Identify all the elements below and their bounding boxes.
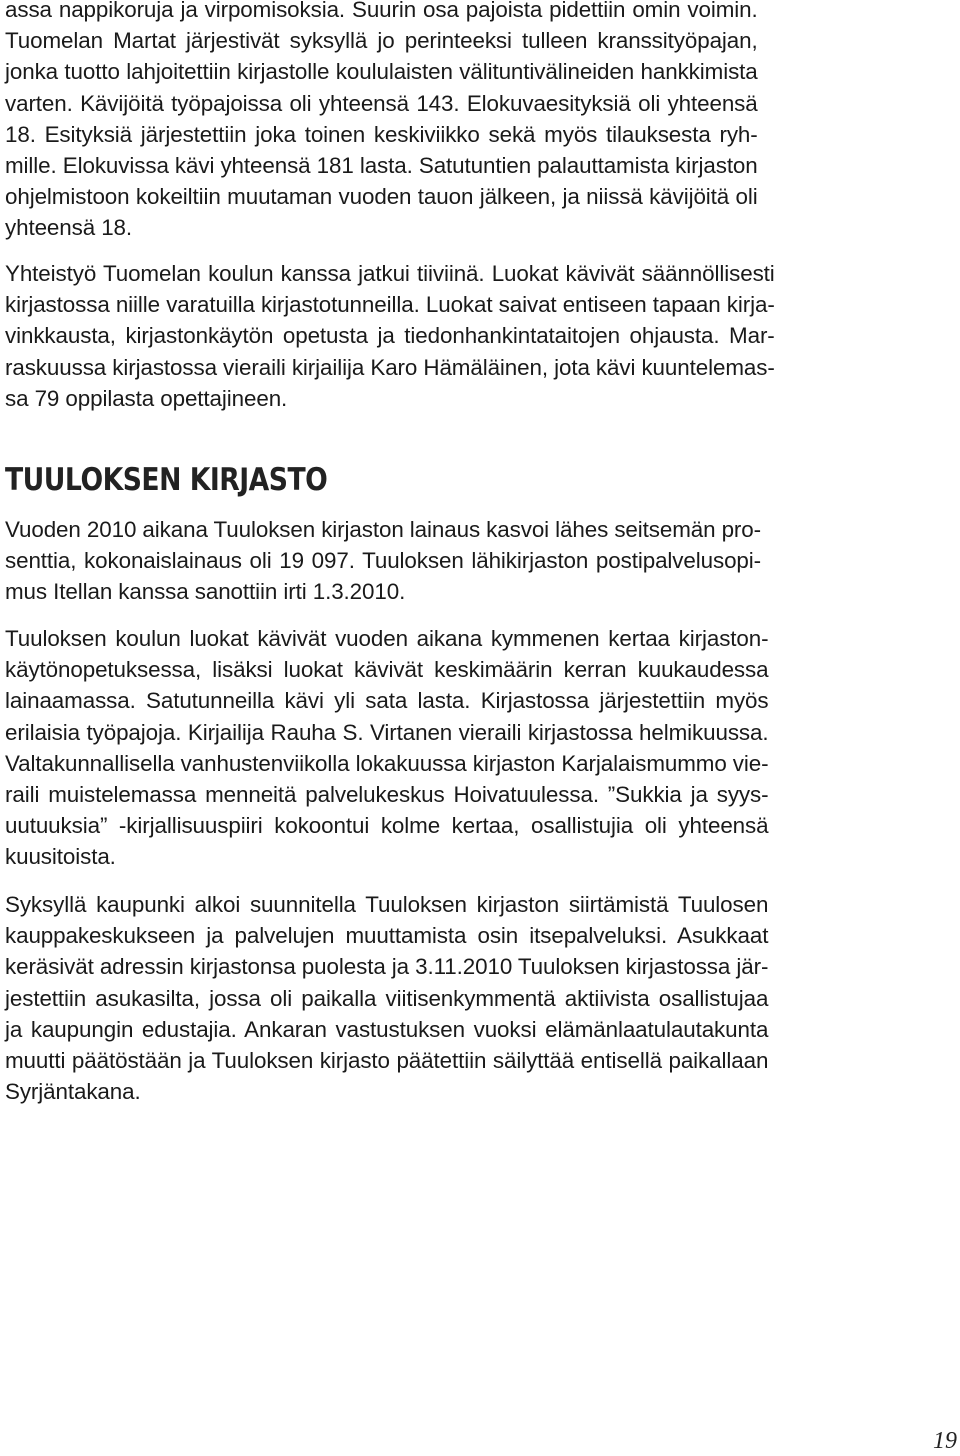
text-line: muutti päätöstään ja Tuuloksen kirjasto päätettiin säilyttää entisellä paikallaan bbox=[5, 1047, 769, 1073]
text-line: lainaamassa. Satutunneilla kävi yli sata lasta. Kirjastossa järjestettiin myös bbox=[5, 688, 769, 714]
text-line: kauppakeskukseen ja palvelujen muuttamista osin itsepalveluksi. Asukkaat bbox=[5, 923, 769, 949]
text-line: sa 79 oppilasta opettajineen. bbox=[5, 385, 288, 411]
text-line: Vuoden 2010 aikana Tuuloksen kirjaston lainaus kasvoi lähes seitsemän pro- bbox=[5, 517, 762, 542]
text-line: Syrjäntakana. bbox=[5, 1079, 141, 1105]
paragraph-school-visits-and-events bbox=[5, 623, 768, 873]
text-line: jonka tuotto lahjoitettiin kirjastolle koululaisten välituntivälineiden hankkimista bbox=[5, 59, 758, 85]
text-line: raskuussa kirjastossa vieraili kirjailija Karo Hämäläinen, jota kävi kuuntelemas- bbox=[5, 354, 775, 380]
text-line: kirjastossa niille varatuilla kirjastotunneilla. Luokat saivat entiseen tapaan kirja- bbox=[5, 292, 775, 318]
text-line: raili muistelemassa menneitä palvelukeskus Hoivatuulessa. ”Sukkia ja syys- bbox=[5, 781, 769, 807]
text-line: Tuomelan Martat järjestivät syksyllä jo perinteeksi tulleen kranssityöpajan, bbox=[5, 28, 758, 54]
text-line: vinkkausta, kirjastonkäytön opetusta ja tiedonhankintataitojen ohjausta. Mar- bbox=[5, 323, 775, 349]
text-line: yhteensä 18. bbox=[5, 215, 133, 241]
section-heading: TUULOKSEN KIRJASTO bbox=[5, 462, 328, 498]
text-line: Syksyllä kaupunki alkoi suunnitella Tuuloksen kirjaston siirtämistä Tuulosen bbox=[5, 892, 769, 917]
text-line: varten. Kävijöitä työpajoissa oli yhteensä 143. Elokuvaesityksiä oli yhteensä bbox=[5, 90, 758, 116]
text-line: Tuuloksen koulun luokat kävivät vuoden aikana kymmenen kertaa kirjaston- bbox=[5, 626, 769, 651]
text-line: Valtakunnallisella vanhustenviikolla lokakuussa kirjaston Karjalaismummo vie- bbox=[5, 750, 769, 776]
text-line: käytönopetuksessa, lisäksi luokat kävivät keskimäärin kerran kuukaudessa bbox=[5, 657, 769, 683]
paragraph-school-cooperation bbox=[5, 258, 775, 414]
text-line: mille. Elokuvissa kävi yhteensä 181 lasta. Satutuntien palauttamista kirjaston bbox=[5, 152, 758, 178]
text-line: keräsivät adressin kirjastonsa puolesta ja 3.11.2010 Tuuloksen kirjastossa jär- bbox=[5, 954, 769, 980]
page-number: 19 bbox=[933, 1428, 957, 1454]
text-line: assa nappikoruja ja virpomisoksia. Suurin osa pajoista pidettiin omin voimin. bbox=[5, 0, 758, 22]
text-line: jestettiin asukasilta, jossa oli paikalla viitisenkymmentä aktiivista osallistujaa bbox=[5, 985, 769, 1011]
text-line: mus Itellan kanssa sanottiin irti 1.3.2010. bbox=[5, 579, 406, 605]
text-line: senttia, kokonaislainaus oli 19 097. Tuuloksen lähikirjaston postipalvelusopi- bbox=[5, 548, 762, 574]
text-line: 18. Esityksiä järjestettiin joka toinen keskiviikko sekä myös tilauksesta ryh- bbox=[5, 121, 758, 147]
text-line: erilaisia työpajoja. Kirjailija Rauha S. Virtanen vieraili kirjastossa helmikuussa. bbox=[5, 719, 769, 745]
text-line: Yhteistyö Tuomelan koulun kanssa jatkui tiiviinä. Luokat kävivät säännöllisesti bbox=[5, 261, 775, 286]
text-line: ja kaupungin edustajia. Ankaran vastustuksen vuoksi elämänlaatulautakunta bbox=[5, 1016, 769, 1042]
paragraph-lending-statistics bbox=[5, 514, 761, 608]
paragraph-relocation-plans bbox=[5, 889, 768, 1107]
text-line: kuusitoista. bbox=[5, 844, 116, 870]
text-line: uutuuksia” -kirjallisuuspiiri kokoontui kolme kertaa, osallistujia oli yhteensä bbox=[5, 813, 769, 839]
text-line: ohjelmistoon kokeiltiin muutaman vuoden tauon jälkeen, ja niissä kävijöitä oli bbox=[5, 184, 758, 210]
paragraph-workshops-and-films bbox=[5, 0, 758, 244]
